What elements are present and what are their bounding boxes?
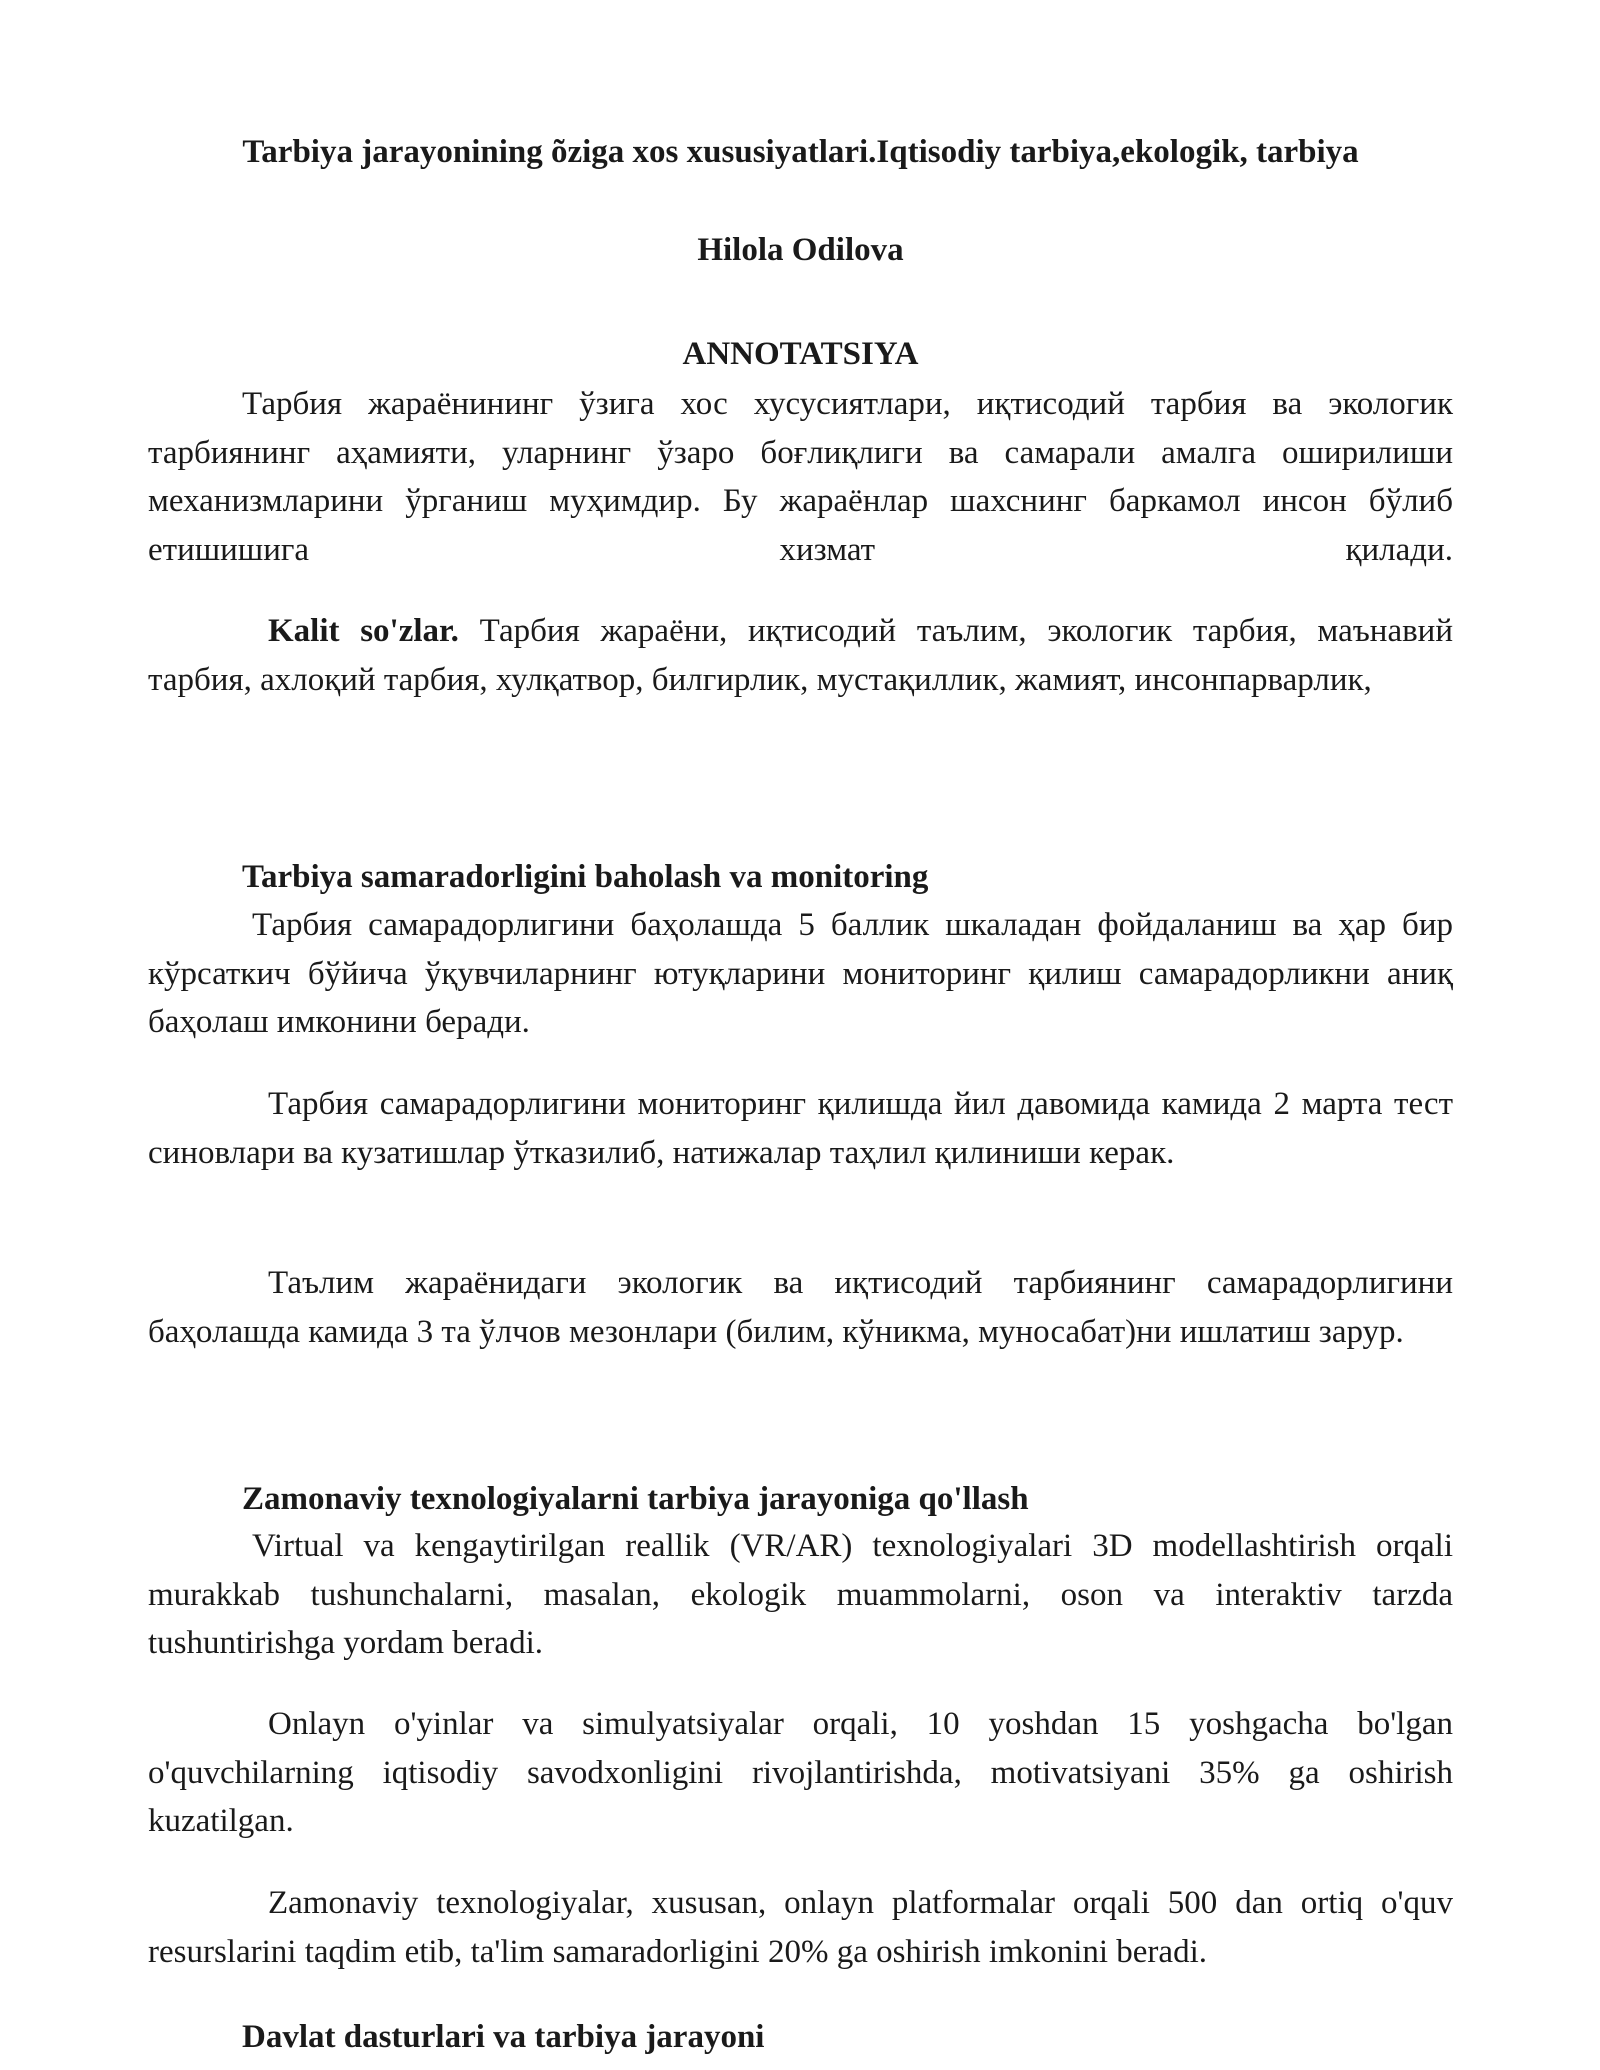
keywords-list: Тарбия жараёни, иқтисодий таълим, экологик тарбия, маънавий тарбия, ахлоқий тарбия, хулқатвор, билгирлик, мустақиллик, жамият, инсонпарварлик,	[148, 613, 1453, 698]
annotation-heading: ANNOTATSIYA	[682, 336, 919, 372]
annotation-paragraph: Тарбия жараёнининг ўзига хос хусусиятлари, иқтисодий тарбия ва экологик тарбиянинг аҳамияти, уларнинг ўзаро боғлиқлиги ва самарали амалга оширилиши механизмларини ўрганиш муҳимдир. Бу жараёнлар шахснинг баркамол инсон бўлиб етишишига хизмат қилади.	[148, 386, 1453, 568]
section-paragraph: Onlayn o'yinlar va simulyatsiyalar orqali, 10 yoshdan 15 yoshgacha bo'lgan o'quvchilarning iqtisodiy savodxonligini rivojlantirishda, motivatsiyani 35% ga oshirish kuzatilgan.	[148, 1706, 1453, 1839]
section-heading-technologies: Zamonaviy texnologiyalarni tarbiya jarayoniga qo'llash	[242, 1481, 1029, 1517]
section-heading-state-programs: Davlat dasturlari va tarbiya jarayoni	[242, 2019, 765, 2055]
keywords-label: Kalit so'zlar.	[268, 613, 459, 649]
author-name: Hilola Odilova	[697, 232, 904, 268]
section-paragraph: Тарбия самарадорлигини баҳолашда 5 баллик шкаладан фойдаланиш ва ҳар бир кўрсаткич бўйича ўқувчиларнинг ютуқларини мониторинг қилиш самарадорликни аниқ баҳолаш имконини беради.	[148, 907, 1453, 1040]
section-heading-evaluation: Tarbiya samaradorligini baholash va monitoring	[242, 859, 929, 895]
section-paragraph: Virtual va kengaytirilgan reallik (VR/AR) texnologiyalari 3D modellashtirish orqali murakkab tushunchalarni, masalan, ekologik muammolarni, oson va interaktiv tarzda tushuntirishga yordam beradi.	[148, 1528, 1453, 1661]
document-title: Tarbiya jarayonining õziga xos xususiyatlari.Iqtisodiy tarbiya,ekologik, tarbiya	[242, 134, 1359, 170]
section-paragraph: Таълим жараёнидаги экологик ва иқтисодий тарбиянинг самарадорлигини баҳолашда камида 3 та ўлчов мезонлари (билим, кўникма, муносабат)ни ишлатиш зарур.	[148, 1265, 1453, 1350]
section-paragraph: Тарбия самарадорлигини мониторинг қилишда йил давомида камида 2 марта тест синовлари ва кузатишлар ўтказилиб, натижалар таҳлил қилиниши керак.	[148, 1086, 1453, 1171]
keywords-paragraph	[148, 607, 1453, 704]
section-paragraph: Zamonaviy texnologiyalar, xususan, onlayn platformalar orqali 500 dan ortiq o'quv resurslarini taqdim etib, ta'lim samaradorligini 20% ga oshirish imkonini beradi.	[148, 1885, 1453, 1970]
